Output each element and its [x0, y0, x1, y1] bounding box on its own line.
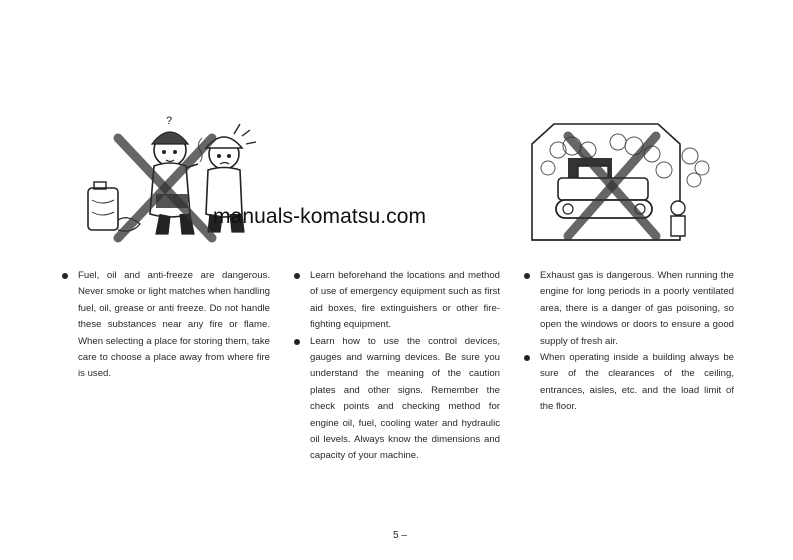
bullet-item — [524, 350, 734, 416]
bullet-text: Fuel, oil and anti-freeze are dangerous. Never smoke or light matches when handling fuel, oil, grease or anti freeze. Do not handle these substances near any fire or flame. When selecting a place for storing them, take care to choose a place away from where fire is used. — [78, 270, 270, 380]
bullet-text: When operating inside a building always be sure of the clearances of the ceiling, entrances, aisles, etc. and the load limit of the floor. — [540, 352, 734, 413]
bullet-dot — [524, 355, 530, 361]
bullet-item — [524, 268, 734, 350]
bullet-text: Exhaust gas is dangerous. When running the engine for long periods in a poorly ventilated area, there is a danger of gas poisoning, so open the windows or doors to ensure a good supply of fresh air. — [540, 270, 734, 347]
bullet-dot — [62, 273, 68, 279]
bullet-item — [294, 334, 500, 465]
bullet-dot — [524, 273, 530, 279]
question-mark: ? — [166, 115, 173, 127]
column-exhaust-gas — [524, 268, 734, 416]
engine-exhaust-indoors-warning-icon — [528, 120, 714, 246]
bullet-item — [62, 268, 270, 383]
bullet-item — [294, 268, 500, 334]
bullet-text: Learn how to use the control devices, gauges and warning devices. Be sure you understand the meaning of the caution plates and other signs. Remember the check points and checking method for engine oil, fuel, cooling water and hydraulic oil levels. Always know the dimensions and capacity of your machine. — [310, 335, 500, 462]
bullet-dot — [294, 273, 300, 279]
page-number: 5 – — [393, 530, 407, 541]
bullet-text: Learn beforehand the locations and method of use of emergency equipment such as first aid boxes, fire extinguishers or other fire-fighting equipment. — [310, 270, 500, 331]
column-fuel-safety — [62, 268, 270, 383]
column-emergency-equipment — [294, 268, 500, 465]
watermark: manuals-komatsu.com — [213, 205, 427, 228]
bullet-dot — [294, 339, 300, 345]
